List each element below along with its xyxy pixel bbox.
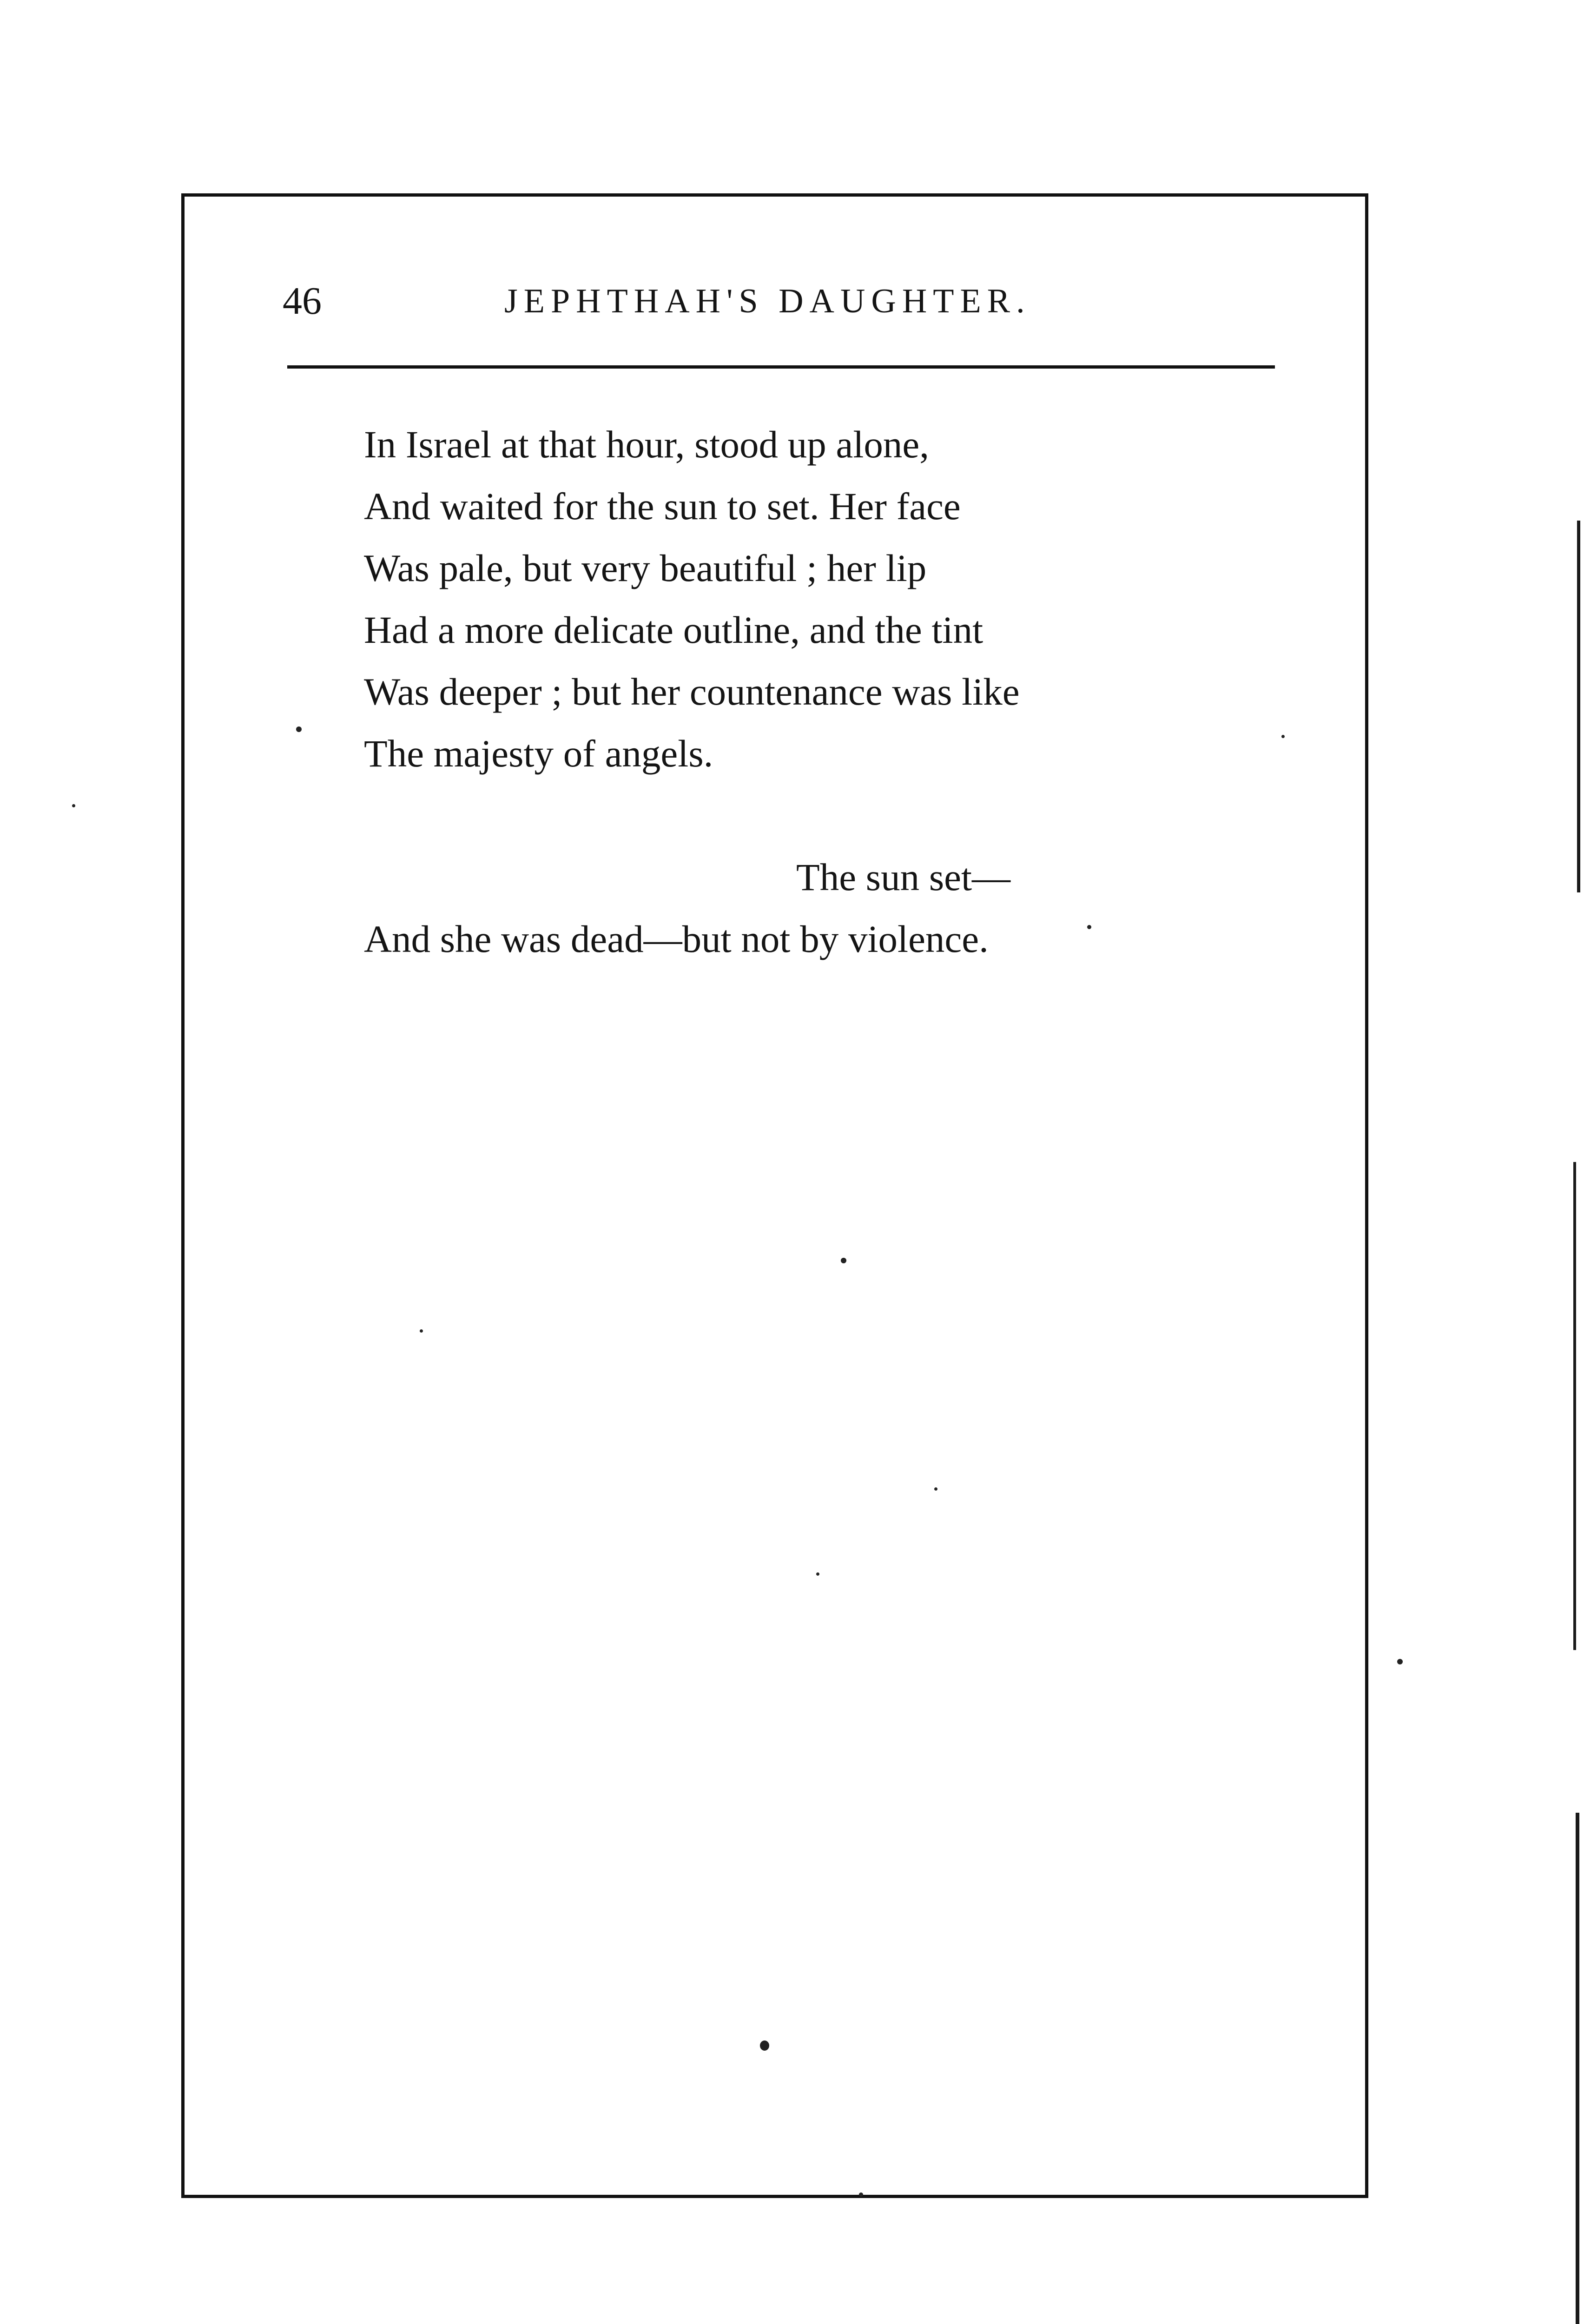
scan-speck — [760, 2040, 769, 2051]
scan-speck — [859, 2192, 863, 2197]
running-head: JEPHTHAH'S DAUGHTER. — [504, 282, 1031, 320]
poem-line: The majesty of angels. — [364, 732, 713, 775]
page-edge-shadow — [1573, 1162, 1576, 1650]
header-rule — [287, 365, 1275, 369]
poem-final-line: And she was dead—but not by violence. — [364, 918, 989, 960]
poem-line: Had a more delicate outline, and the tint — [364, 608, 983, 651]
scan-speck — [420, 1329, 423, 1333]
scan-speck — [72, 804, 75, 807]
scan-speck — [934, 1487, 937, 1491]
scan-speck — [296, 726, 302, 732]
page-edge-shadow — [1577, 521, 1580, 892]
poem-line: Was pale, but very beautiful ; her lip — [364, 547, 927, 589]
poem-line-indented: The sun set— — [796, 856, 1011, 898]
scan-speck — [1087, 925, 1091, 929]
poem-line: And waited for the sun to set. Her face — [364, 485, 961, 528]
scan-speck — [1397, 1659, 1403, 1664]
page-number: 46 — [283, 279, 322, 323]
poem-line: In Israel at that hour, stood up alone, — [364, 423, 929, 466]
scan-speck — [841, 1258, 846, 1263]
scan-speck — [1281, 735, 1285, 738]
page-edge-shadow — [1576, 1813, 1579, 2324]
poem-line: Was deeper ; but her countenance was like — [364, 670, 1020, 713]
scan-speck — [816, 1572, 819, 1576]
